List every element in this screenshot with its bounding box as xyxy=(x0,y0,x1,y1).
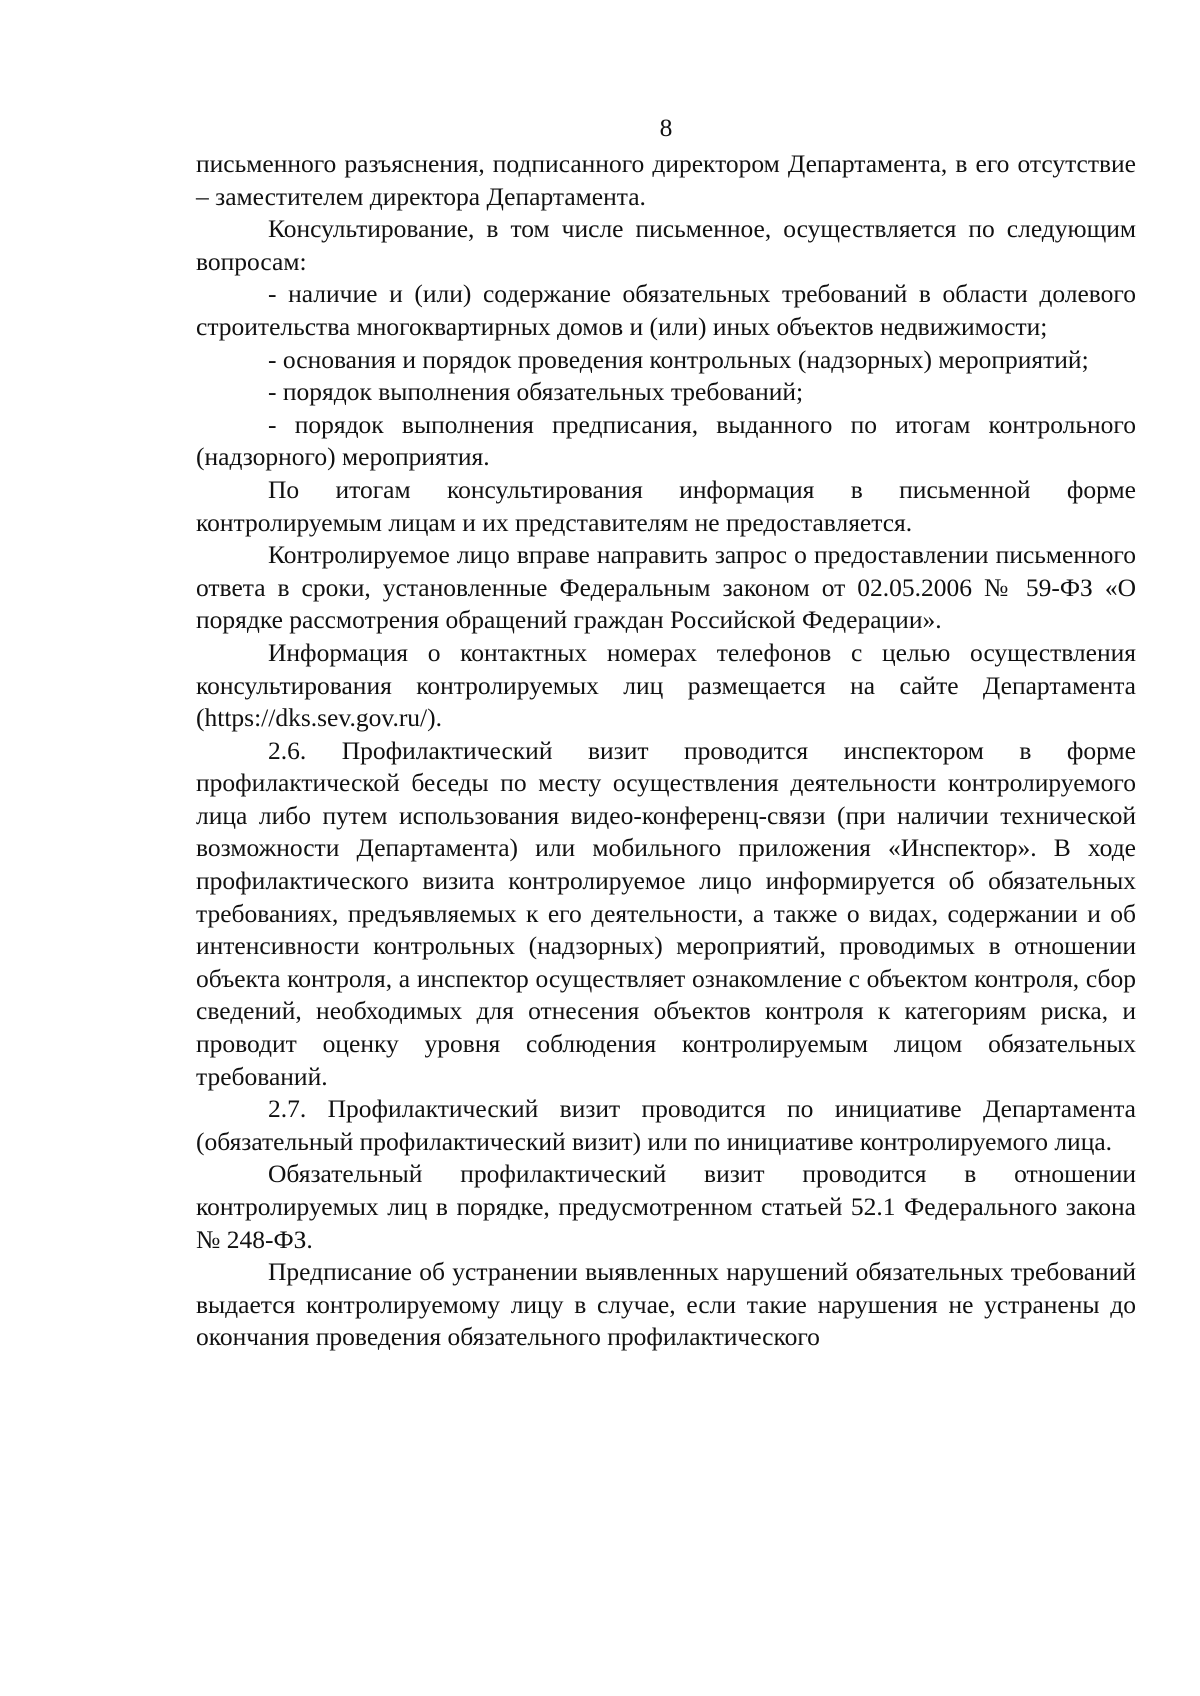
paragraph-written-info: По итогам консультирования информация в письменной форме контролируемым лицам и их представителям не предоставляется. xyxy=(196,474,1136,537)
list-item-grounds: - основания и порядок проведения контрольных (надзорных) мероприятий; xyxy=(268,344,1089,374)
paragraph-section-2-6: 2.6. Профилактический визит проводится инспектором в форме профилактической беседы по месту осуществления деятельности контролируемого лица либо путем использования видео-конференц-связи (при наличии технической возможности Департамента) или мобильного приложения «Инспектор». В ходе профилактического визита контролируемое лицо информируется об обязательных требованиях, предъявляемых к его деятельности, а также о видах, содержании и об интенсивности контрольных (надзорных) мероприятий, проводимых в отношении объекта контроля, а инспектор осуществляет ознакомление с объектом контроля, сбор сведений, необходимых для отнесения объектов контроля к категориям риска, и проводит оценку уровня соблюдения контролируемым лицом обязательных требований. xyxy=(196,735,1136,1091)
list-item-requirements: - наличие и (или) содержание обязательных требований в области долевого строительства многоквартирных домов и (или) иных объектов недвижимости; xyxy=(196,279,1136,341)
paragraph-request: Контролируемое лицо вправе направить запрос о предоставлении письменного ответа в сроки, установленные Федеральным законом от 02.05.2006 № 59-ФЗ «О порядке рассмотрения обращений граждан Российской Федерации». xyxy=(196,540,1136,635)
page-number: 8 xyxy=(659,113,673,142)
list-item-prescription: - порядок выполнения предписания, выданного по итогам контрольного (надзорного) мероприятия. xyxy=(196,409,1136,472)
document-page xyxy=(196,108,1136,1354)
paragraph-continuation: письменного разъяснения, подписанного директором Департамента, в его отсутствие – заместителем директора Департамента. xyxy=(196,149,1136,211)
paragraph-prescription: Предписание об устранении выявленных нарушений обязательных требований выдается контролируемому лицу в случае, если такие нарушения не устранены до окончания проведения обязательного профилактического xyxy=(196,1257,1136,1352)
list-item-procedure: - порядок выполнения обязательных требований; xyxy=(268,377,804,407)
paragraph-contact-info: Информация о контактных номерах телефонов с целью осуществления консультирования контролируемых лиц размещается на сайте Департамента (https://dks.sev.gov.ru/). xyxy=(196,637,1136,733)
paragraph-section-2-7: 2.7. Профилактический визит проводится по инициативе Департамента (обязательный профилактический визит) или по инициативе контролируемого лица. xyxy=(196,1094,1136,1156)
paragraph-mandatory-visit: Обязательный профилактический визит проводится в отношении контролируемых лиц в порядке, предусмотренном статьей 52.1 Федерального закона № 248-ФЗ. xyxy=(196,1159,1136,1254)
paragraph-consultation-topics: Консультирование, в том числе письменное, осуществляется по следующим вопросам: xyxy=(196,214,1136,276)
